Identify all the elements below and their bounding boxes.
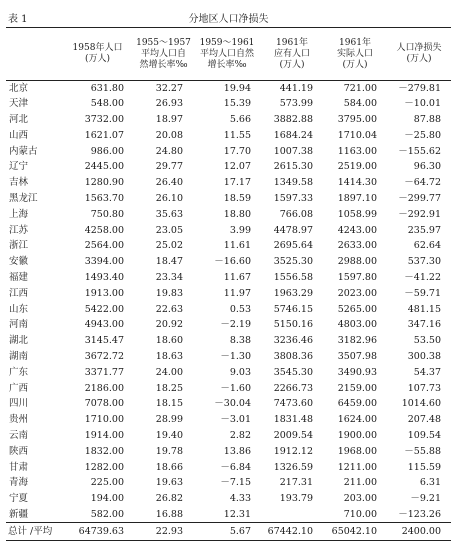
data-cell: 17.17 [223, 177, 251, 189]
region-name: 新疆 [9, 508, 29, 520]
data-cell: 1211.00 [337, 461, 377, 473]
region-name: 山东 [9, 303, 29, 315]
data-cell: 1710.04 [337, 129, 377, 141]
table-row [6, 507, 451, 523]
data-cell: 5265.00 [337, 303, 377, 315]
total-cell: 22.93 [134, 523, 193, 541]
region-name: 内蒙古 [9, 145, 38, 157]
data-cell: 1710.00 [84, 414, 124, 426]
region-name: 江西 [9, 287, 29, 299]
data-cell: 18.63 [155, 350, 183, 362]
table-row [6, 302, 451, 318]
region-name: 河南 [9, 319, 29, 331]
table-row [6, 317, 451, 333]
data-cell: 1493.40 [84, 271, 124, 283]
data-cell: 1326.59 [273, 461, 313, 473]
data-cell: 3182.96 [337, 335, 377, 347]
data-cell: 1163.00 [337, 145, 377, 157]
column-header-line: (万人) [342, 59, 368, 70]
data-cell: 24.80 [155, 145, 183, 157]
total-cell: 2400.00 [387, 523, 451, 541]
data-cell: 13.86 [223, 445, 251, 457]
region-name: 青海 [9, 477, 29, 489]
data-cell: 16.88 [155, 508, 183, 520]
column-header-line: 1959～1961 [199, 37, 255, 48]
data-cell: 32.27 [155, 82, 183, 94]
column-header-line: 然增长率‰ [139, 59, 188, 70]
data-cell: 211.00 [343, 477, 377, 489]
table-row [6, 349, 451, 365]
table-row [6, 128, 451, 144]
data-cell: 11.97 [223, 287, 251, 299]
column-header [323, 28, 387, 81]
data-cell: 4243.00 [337, 224, 377, 236]
table-row [6, 381, 451, 397]
column-header-line: 实际人口 [336, 48, 373, 59]
data-cell: 1597.80 [337, 271, 377, 283]
data-cell: 1282.00 [84, 461, 124, 473]
data-cell: 548.00 [90, 98, 124, 110]
data-cell: 11.67 [223, 271, 251, 283]
table-row [6, 159, 451, 175]
data-cell: 29.77 [155, 161, 183, 173]
data-cell: 3236.46 [273, 335, 313, 347]
data-cell: －10.01 [404, 98, 441, 110]
data-cell: 109.54 [407, 429, 441, 441]
data-cell: 35.63 [155, 208, 183, 220]
region-name: 广西 [9, 382, 29, 394]
region-name: 浙江 [9, 240, 29, 252]
data-cell: 20.92 [155, 319, 183, 331]
data-cell: 26.82 [155, 493, 183, 505]
region-name: 四川 [9, 398, 29, 410]
data-cell: 18.59 [223, 192, 251, 204]
data-cell: 2633.00 [337, 240, 377, 252]
data-cell: 2186.00 [84, 382, 124, 394]
data-cell: 1556.58 [273, 271, 313, 283]
table-header-row [6, 28, 451, 81]
data-cell: 235.97 [407, 224, 441, 236]
data-cell: 3545.30 [273, 366, 313, 378]
data-cell: 4943.00 [84, 319, 124, 331]
data-cell: 203.00 [343, 493, 377, 505]
data-cell: 2519.00 [337, 161, 377, 173]
data-cell: －55.88 [404, 445, 441, 457]
data-cell: 18.47 [155, 256, 183, 268]
data-cell: 18.80 [223, 208, 251, 220]
data-cell: 300.38 [407, 350, 441, 362]
data-cell: 19.94 [223, 82, 251, 94]
table-row [6, 428, 451, 444]
data-cell: 18.15 [155, 398, 183, 410]
total-cell: 67442.10 [261, 523, 323, 541]
column-header-line: (万人) [406, 54, 432, 64]
data-cell: －59.71 [404, 287, 441, 299]
data-cell: 194.00 [90, 493, 124, 505]
data-cell: 24.00 [155, 366, 183, 378]
data-cell: 1897.10 [337, 192, 377, 204]
data-cell: 107.73 [407, 382, 441, 394]
region-name: 宁夏 [9, 493, 29, 505]
data-cell: 537.30 [407, 256, 441, 268]
region-name: 天津 [9, 98, 29, 110]
table-row [6, 444, 451, 460]
total-cell: 5.67 [193, 523, 261, 541]
data-cell: 18.60 [155, 335, 183, 347]
table-row [6, 365, 451, 381]
data-cell: －279.81 [398, 82, 441, 94]
data-cell: －41.22 [404, 271, 441, 283]
data-cell: 2695.64 [273, 240, 313, 252]
data-cell: 1058.99 [337, 208, 377, 220]
data-cell: 7473.60 [273, 398, 313, 410]
data-cell: 22.63 [155, 303, 183, 315]
data-cell: 1597.33 [273, 192, 313, 204]
region-name: 辽宁 [9, 161, 29, 173]
data-cell: 1349.58 [273, 177, 313, 189]
data-cell: 3490.93 [337, 366, 377, 378]
data-cell: 8.38 [229, 335, 251, 347]
table-body [6, 81, 451, 523]
column-header [387, 28, 451, 81]
data-cell: 2445.00 [84, 161, 124, 173]
table-row [6, 333, 451, 349]
data-cell: 6.31 [419, 477, 441, 489]
data-cell: 1414.30 [337, 177, 377, 189]
column-header-line: 1961年 [276, 37, 308, 48]
column-header-line: 1958年人口 [72, 43, 123, 53]
table-row [6, 191, 451, 207]
region-name: 上海 [9, 208, 29, 220]
data-cell: －1.60 [220, 382, 251, 394]
region-name: 贵州 [9, 414, 29, 426]
column-header-line: 平均人口自 [140, 48, 186, 59]
table-row [6, 396, 451, 412]
table-row [6, 238, 451, 254]
data-cell: 3882.88 [273, 113, 313, 125]
data-cell: 1912.12 [273, 445, 313, 457]
table-row [6, 223, 451, 239]
table-row [6, 270, 451, 286]
data-cell: 3732.00 [84, 113, 124, 125]
data-cell: 23.34 [155, 271, 183, 283]
data-cell: 721.00 [343, 82, 377, 94]
data-cell: 3.99 [229, 224, 251, 236]
data-cell: 582.00 [90, 508, 124, 520]
data-cell: 4.33 [229, 493, 251, 505]
table-row [6, 286, 451, 302]
data-cell: 12.31 [223, 508, 251, 520]
data-cell: 207.48 [407, 414, 441, 426]
column-header-line: 增长率‰ [207, 59, 247, 70]
data-cell: －16.60 [214, 256, 251, 268]
data-cell: 96.30 [413, 161, 441, 173]
table-number: 表 1 [8, 14, 28, 25]
data-cell: 631.80 [90, 82, 124, 94]
data-cell: 17.70 [223, 145, 251, 157]
column-header-line: 1961年 [339, 37, 371, 48]
data-cell: －7.15 [220, 477, 251, 489]
data-cell: 1563.70 [84, 192, 124, 204]
data-cell: －292.91 [398, 208, 441, 220]
data-cell: 23.05 [155, 224, 183, 236]
data-cell: 2009.54 [273, 429, 313, 441]
column-header-line: 平均人口自然 [199, 48, 254, 59]
total-row [6, 523, 451, 541]
data-cell: 3808.36 [273, 350, 313, 362]
column-header-line: 1955～1957 [136, 37, 191, 48]
data-cell: －155.62 [398, 145, 441, 157]
data-cell: 1014.60 [401, 398, 441, 410]
data-cell: 1968.00 [337, 445, 377, 457]
table-row [6, 175, 451, 191]
data-cell: 19.83 [155, 287, 183, 299]
data-cell: 766.08 [279, 208, 313, 220]
table-row [6, 491, 451, 507]
data-cell: 19.63 [155, 477, 183, 489]
region-name: 湖北 [9, 335, 29, 347]
data-cell: 2564.00 [84, 240, 124, 252]
table-row [6, 475, 451, 491]
data-cell: －299.77 [398, 192, 441, 204]
region-name: 广东 [9, 366, 29, 378]
data-cell: －2.19 [220, 319, 251, 331]
data-cell: 12.07 [223, 161, 251, 173]
region-name: 甘肃 [9, 461, 29, 473]
data-cell: 225.00 [90, 477, 124, 489]
region-name: 河北 [9, 113, 29, 125]
data-cell: 2023.00 [337, 287, 377, 299]
total-label: 总计 /平均 [6, 523, 61, 541]
region-name: 陕西 [9, 445, 29, 457]
data-cell: 11.61 [223, 240, 251, 252]
data-cell: 573.99 [279, 98, 313, 110]
data-cell: 217.31 [279, 477, 313, 489]
data-cell: 1621.07 [84, 129, 124, 141]
table-row [6, 112, 451, 128]
data-cell: 584.00 [343, 98, 377, 110]
data-cell: 19.78 [155, 445, 183, 457]
table-row [6, 460, 451, 476]
data-cell: 9.03 [229, 366, 251, 378]
data-cell: 15.39 [223, 98, 251, 110]
data-cell: 4803.00 [337, 319, 377, 331]
data-cell: 18.97 [155, 113, 183, 125]
data-cell: 20.08 [155, 129, 183, 141]
column-header [61, 28, 134, 81]
region-name: 福建 [9, 271, 29, 283]
region-name: 江苏 [9, 224, 29, 236]
data-cell: －9.21 [410, 493, 441, 505]
data-cell: 2.82 [229, 429, 251, 441]
data-cell: 4258.00 [84, 224, 124, 236]
data-cell: 28.99 [155, 414, 183, 426]
data-cell: 18.66 [155, 461, 183, 473]
column-header [193, 28, 261, 81]
data-cell: 87.88 [413, 113, 441, 125]
total-cell: 64739.63 [61, 523, 134, 541]
data-cell: －1.30 [220, 350, 251, 362]
data-cell: 5422.00 [84, 303, 124, 315]
data-cell: 347.16 [407, 319, 441, 331]
data-cell: 1280.90 [84, 177, 124, 189]
data-cell: 26.93 [155, 98, 183, 110]
region-name: 黑龙江 [9, 192, 38, 204]
column-header-line: (万人) [84, 54, 111, 64]
data-cell: 3145.47 [84, 335, 124, 347]
column-header [134, 28, 193, 81]
data-cell: 750.80 [90, 208, 124, 220]
column-header-line: 应有人口 [273, 48, 310, 59]
data-cell: 62.64 [413, 240, 441, 252]
data-cell: 1007.38 [273, 145, 313, 157]
table-row [6, 144, 451, 160]
data-cell: －3.01 [220, 414, 251, 426]
data-cell: 986.00 [90, 145, 124, 157]
data-cell: 1832.00 [84, 445, 124, 457]
data-cell: －64.72 [404, 177, 441, 189]
total-cell: 65042.10 [323, 523, 387, 541]
data-cell: 481.15 [407, 303, 441, 315]
data-cell: 5746.15 [273, 303, 313, 315]
region-name: 北京 [9, 82, 29, 94]
data-cell: 193.79 [279, 493, 313, 505]
table-caption [0, 10, 457, 28]
table-row [6, 96, 451, 112]
data-cell: 7078.00 [84, 398, 124, 410]
data-cell: 53.50 [413, 335, 441, 347]
data-cell: 11.55 [223, 129, 251, 141]
data-cell: 3394.00 [84, 256, 124, 268]
data-cell: 0.53 [229, 303, 251, 315]
column-header [261, 28, 323, 81]
data-cell: 2615.30 [273, 161, 313, 173]
table-row [6, 81, 451, 97]
data-cell: 5150.16 [273, 319, 313, 331]
data-cell: 441.19 [279, 82, 313, 94]
data-cell: 1963.29 [273, 287, 313, 299]
data-cell: 18.25 [155, 382, 183, 394]
data-cell: 2266.73 [273, 382, 313, 394]
data-cell: 2988.00 [337, 256, 377, 268]
data-cell: 54.37 [413, 366, 441, 378]
region-name: 云南 [9, 429, 29, 441]
data-cell: 1913.00 [84, 287, 124, 299]
data-cell: －25.80 [404, 129, 441, 141]
data-cell: －123.26 [398, 508, 441, 520]
data-cell: 1831.48 [273, 414, 313, 426]
data-cell: 19.40 [155, 429, 183, 441]
data-cell: 5.66 [229, 113, 251, 125]
data-cell: 2159.00 [337, 382, 377, 394]
data-cell: 1914.00 [84, 429, 124, 441]
population-loss-table [6, 27, 451, 541]
region-name: 吉林 [9, 177, 29, 189]
data-cell: 3371.77 [84, 366, 124, 378]
table-title: 分地区人口净损失 [188, 14, 269, 25]
column-header [6, 28, 61, 81]
table-row [6, 254, 451, 270]
data-cell: 1624.00 [337, 414, 377, 426]
data-cell: 26.40 [155, 177, 183, 189]
data-cell: 710.00 [343, 508, 377, 520]
data-cell: 1684.24 [273, 129, 313, 141]
table-row [6, 412, 451, 428]
table-row [6, 207, 451, 223]
data-cell [261, 507, 323, 523]
data-cell: 3795.00 [337, 113, 377, 125]
data-cell: 3672.72 [84, 350, 124, 362]
data-cell: 115.59 [407, 461, 441, 473]
data-cell: 25.02 [155, 240, 183, 252]
region-name: 安徽 [9, 256, 29, 268]
data-cell: －30.04 [214, 398, 251, 410]
region-name: 湖南 [9, 350, 29, 362]
column-header-line: (万人) [279, 59, 305, 70]
data-cell: －6.84 [220, 461, 251, 473]
data-cell: 6459.00 [337, 398, 377, 410]
data-cell: 3525.30 [273, 256, 313, 268]
data-cell: 3507.98 [337, 350, 377, 362]
column-header-line: 人口净损失 [396, 43, 442, 53]
data-cell: 1900.00 [337, 429, 377, 441]
data-cell: 4478.97 [273, 224, 313, 236]
region-name: 山西 [9, 129, 29, 141]
data-cell: 26.10 [155, 192, 183, 204]
